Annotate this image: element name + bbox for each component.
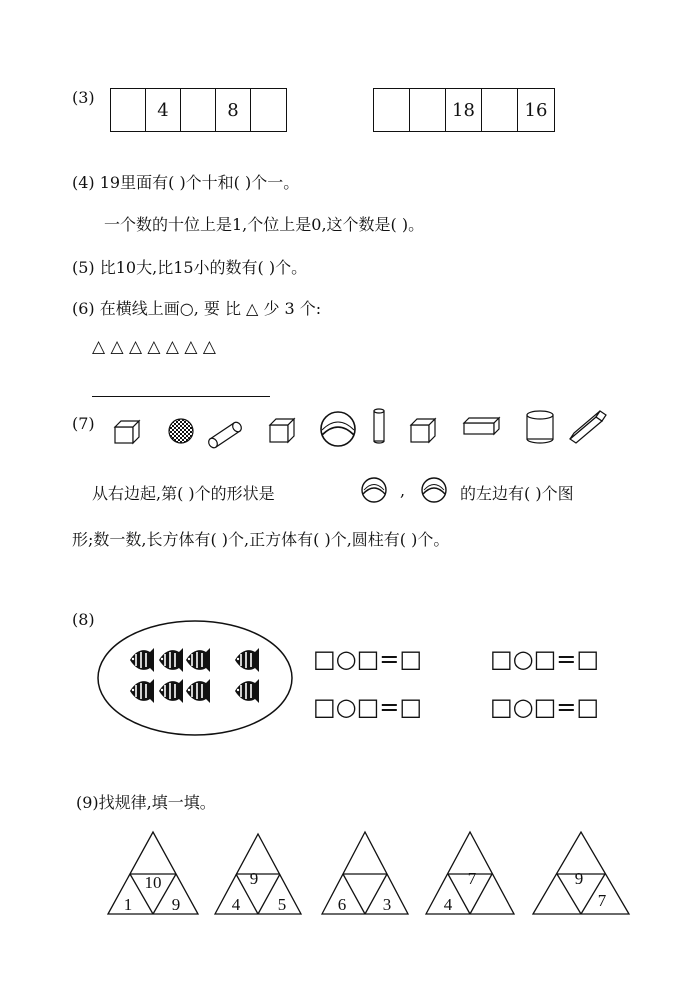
lying-cylinder-icon (207, 421, 243, 450)
cylinder-shape-icon (527, 411, 553, 443)
q4-line-1: (4) 19里面有( )个十和( )个一。 (72, 173, 300, 192)
q5-text: (5) 比10大,比15小的数有( )个。 (72, 258, 308, 277)
triangle-right-number[interactable]: 7 (597, 891, 607, 910)
q9-text: (9)找规律,填一填。 (76, 793, 216, 812)
triangle-top-number[interactable]: 9 (249, 869, 259, 888)
q6-text: (6) 在横线上画○, 要 比 △ 少 3 个: (72, 299, 322, 318)
striped-ball-icon (321, 412, 355, 446)
patterned-ball-icon (169, 419, 193, 443)
q3-row2-cell[interactable] (374, 89, 410, 131)
pattern-triangle (322, 832, 408, 914)
cube-shape-icon (115, 421, 139, 443)
q7-text-line-2: 形;数一数,长方体有( )个,正方体有( )个,圆柱有( )个。 (72, 530, 450, 549)
striped-ball-icon (420, 476, 448, 504)
triangle-right-number[interactable]: 3 (382, 895, 392, 914)
q3-row1-cell[interactable] (181, 89, 216, 131)
q8-equation-4[interactable]: □○□=□ (490, 693, 600, 721)
tilted-cuboid-icon (570, 411, 606, 443)
cuboid-shape-icon (464, 418, 499, 434)
q3-row1-cell[interactable]: 4 (146, 89, 181, 131)
standing-cylinder-icon (374, 409, 384, 443)
triangle-left-number[interactable]: 6 (337, 895, 347, 914)
q6-triangles: △ △ △ △ △ △ △ (92, 337, 216, 357)
q3-row1-cell[interactable]: 8 (216, 89, 251, 131)
q7-label: (7) (72, 414, 95, 433)
fish-ellipse (95, 618, 295, 738)
q8-equation-1[interactable]: □○□=□ (313, 645, 423, 673)
q3-number-row-1 (110, 88, 287, 132)
q3-row2-cell[interactable] (482, 89, 518, 131)
cube-shape-icon (411, 419, 435, 442)
q7-text-part-3: 的左边有( )个图 (460, 484, 574, 503)
triangle-right-number[interactable]: 9 (171, 895, 181, 914)
triangle-left-number[interactable]: 1 (123, 895, 133, 914)
q3-label: (3) (72, 88, 95, 107)
q3-row1-cell[interactable] (111, 89, 146, 131)
q7-shapes-row (100, 405, 610, 453)
q8-equation-2[interactable]: □○□=□ (490, 645, 600, 673)
q7-text-part-2: , (400, 481, 406, 500)
q3-row2-cell[interactable] (410, 89, 446, 131)
q4-line-2: 一个数的十位上是1,个位上是0,这个数是( )。 (104, 215, 425, 234)
striped-ball-icon (360, 476, 388, 504)
cube-shape-icon (270, 419, 294, 442)
q3-row2-cell[interactable]: 16 (524, 99, 548, 121)
q9-triangles (100, 828, 640, 920)
triangle-left-number[interactable]: 4 (231, 895, 241, 914)
q8-label: (8) (72, 610, 95, 629)
triangle-right-number[interactable]: 5 (277, 895, 287, 914)
q3-row2-cell[interactable]: 18 (446, 89, 482, 131)
triangle-top-number[interactable]: 7 (467, 869, 477, 888)
triangle-top-number[interactable]: 10 (144, 873, 162, 892)
triangle-top-number[interactable]: 9 (574, 869, 584, 888)
q7-text-part-1: 从右边起,第( )个的形状是 (92, 484, 275, 503)
triangle-left-number[interactable]: 4 (443, 895, 453, 914)
q8-equation-3[interactable]: □○□=□ (313, 693, 423, 721)
q3-row1-cell[interactable] (251, 89, 286, 131)
q6-answer-line[interactable] (92, 396, 270, 397)
q3-number-row-2 (373, 88, 555, 132)
